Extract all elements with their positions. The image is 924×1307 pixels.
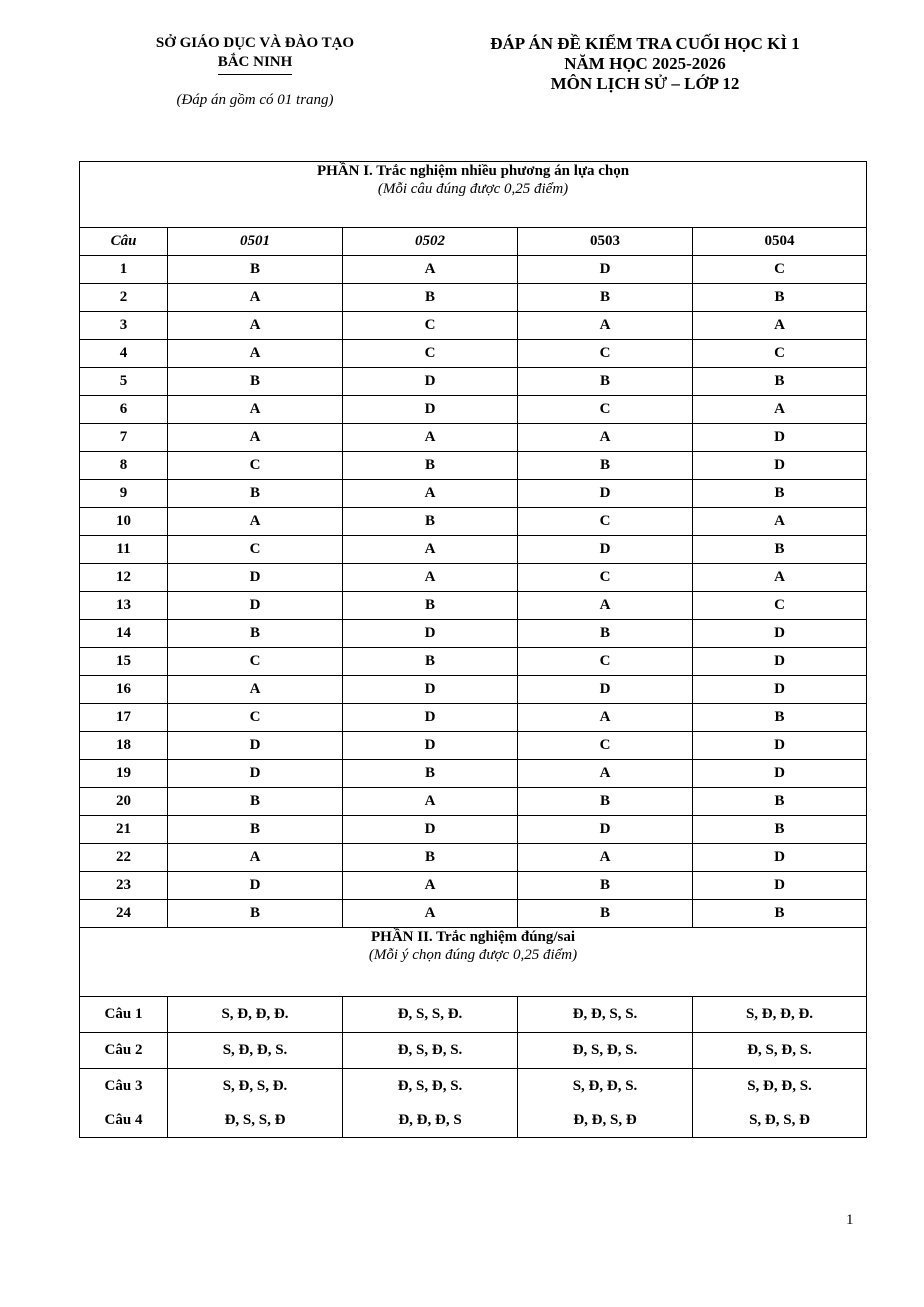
answer-cell: D bbox=[693, 844, 867, 872]
table-row bbox=[80, 732, 867, 760]
answer-cell: C bbox=[518, 340, 693, 368]
table-row bbox=[80, 256, 867, 284]
table-row bbox=[80, 508, 867, 536]
answer-cell: B bbox=[693, 368, 867, 396]
answer-cell: C bbox=[168, 536, 343, 564]
answer-cell: B bbox=[343, 844, 518, 872]
question-number: 7 bbox=[80, 424, 168, 452]
answer-cell: D bbox=[693, 424, 867, 452]
answer-cell: S, Đ, Đ, S. bbox=[518, 1069, 693, 1105]
answer-cell: D bbox=[343, 620, 518, 648]
table-row bbox=[80, 312, 867, 340]
answer-cell: B bbox=[343, 452, 518, 480]
answer-cell: B bbox=[693, 900, 867, 928]
answer-cell: B bbox=[693, 788, 867, 816]
answer-cell: A bbox=[693, 508, 867, 536]
answer-cell: B bbox=[168, 620, 343, 648]
question-number: 9 bbox=[80, 480, 168, 508]
answer-cell: A bbox=[518, 844, 693, 872]
question-number: 24 bbox=[80, 900, 168, 928]
question-number: 3 bbox=[80, 312, 168, 340]
answer-cell: D bbox=[693, 452, 867, 480]
answer-cell: A bbox=[168, 340, 343, 368]
table-row bbox=[80, 592, 867, 620]
answer-cell: D bbox=[168, 564, 343, 592]
answer-cell: Đ, S, S, Đ. bbox=[343, 997, 518, 1033]
column-header: 0502 bbox=[343, 228, 518, 256]
table-row bbox=[80, 620, 867, 648]
answer-cell: C bbox=[518, 564, 693, 592]
question-number: 18 bbox=[80, 732, 168, 760]
answer-cell: Đ, Đ, Đ, S bbox=[343, 1104, 518, 1138]
answer-cell: A bbox=[168, 424, 343, 452]
answer-cell: D bbox=[168, 872, 343, 900]
table-row bbox=[80, 368, 867, 396]
question-number: 2 bbox=[80, 284, 168, 312]
table-row bbox=[80, 480, 867, 508]
answer-cell: Đ, Đ, S, S. bbox=[518, 997, 693, 1033]
table-row bbox=[80, 424, 867, 452]
answer-cell: A bbox=[693, 312, 867, 340]
question-number: 12 bbox=[80, 564, 168, 592]
question-number: Câu 3 bbox=[80, 1069, 168, 1105]
question-number: 19 bbox=[80, 760, 168, 788]
answer-cell: B bbox=[168, 816, 343, 844]
table-row bbox=[80, 1033, 867, 1069]
answer-cell: A bbox=[518, 424, 693, 452]
answer-cell: C bbox=[168, 452, 343, 480]
table-row bbox=[80, 1069, 867, 1105]
answer-cell: Đ, Đ, S, Đ bbox=[518, 1104, 693, 1138]
answer-cell: D bbox=[518, 536, 693, 564]
answer-cell: D bbox=[693, 648, 867, 676]
answer-cell: C bbox=[343, 340, 518, 368]
question-number: 21 bbox=[80, 816, 168, 844]
table-row bbox=[80, 284, 867, 312]
document-title: ĐÁP ÁN ĐỀ KIỂM TRA CUỐI HỌC KÌ 1 bbox=[490, 34, 800, 53]
answer-cell: C bbox=[518, 648, 693, 676]
answer-cell: A bbox=[168, 676, 343, 704]
answer-cell: C bbox=[693, 340, 867, 368]
answer-cell: C bbox=[693, 592, 867, 620]
table-row bbox=[80, 340, 867, 368]
answer-cell: B bbox=[518, 872, 693, 900]
answer-cell: B bbox=[518, 452, 693, 480]
answer-cell: B bbox=[343, 284, 518, 312]
part2-header-row bbox=[80, 928, 867, 997]
answer-cell: Đ, S, Đ, S. bbox=[343, 1069, 518, 1105]
answer-cell: D bbox=[343, 396, 518, 424]
answer-cell: C bbox=[518, 396, 693, 424]
table-row bbox=[80, 396, 867, 424]
column-header: 0504 bbox=[693, 228, 867, 256]
answer-cell: S, Đ, Đ, Đ. bbox=[168, 997, 343, 1033]
question-number: 17 bbox=[80, 704, 168, 732]
answer-cell: D bbox=[343, 704, 518, 732]
question-number: 5 bbox=[80, 368, 168, 396]
answer-cell: A bbox=[343, 480, 518, 508]
question-number: 11 bbox=[80, 536, 168, 564]
answer-cell: S, Đ, Đ, Đ. bbox=[693, 997, 867, 1033]
answer-cell: D bbox=[518, 480, 693, 508]
table-row bbox=[80, 816, 867, 844]
header-left bbox=[120, 34, 390, 110]
answer-cell: A bbox=[168, 312, 343, 340]
part2-subtitle: (Mỗi ý chọn đúng được 0,25 điểm) bbox=[368, 947, 578, 963]
answer-cell: A bbox=[693, 396, 867, 424]
question-number: 13 bbox=[80, 592, 168, 620]
table-row bbox=[80, 997, 867, 1033]
column-header: 0501 bbox=[168, 228, 343, 256]
answer-cell: C bbox=[168, 648, 343, 676]
answer-cell: Đ, S, Đ, S. bbox=[343, 1033, 518, 1069]
province-name: BẮC NINH bbox=[218, 53, 293, 75]
answer-cell: A bbox=[518, 312, 693, 340]
answer-cell: A bbox=[693, 564, 867, 592]
table-row bbox=[80, 704, 867, 732]
school-year: NĂM HỌC 2025-2026 bbox=[564, 54, 726, 73]
answer-cell: B bbox=[168, 256, 343, 284]
question-number: 16 bbox=[80, 676, 168, 704]
question-number: 15 bbox=[80, 648, 168, 676]
answer-cell: D bbox=[518, 256, 693, 284]
answer-cell: A bbox=[343, 564, 518, 592]
answer-cell: A bbox=[518, 592, 693, 620]
answer-cell: D bbox=[343, 368, 518, 396]
answer-cell: D bbox=[343, 816, 518, 844]
answer-cell: A bbox=[168, 284, 343, 312]
table-row bbox=[80, 648, 867, 676]
answer-cell: S, Đ, S, Đ. bbox=[168, 1069, 343, 1105]
answer-cell: B bbox=[343, 760, 518, 788]
answer-cell: B bbox=[343, 648, 518, 676]
answer-cell: B bbox=[168, 368, 343, 396]
part2-title: PHẦN II. Trắc nghiệm đúng/sai bbox=[370, 929, 576, 945]
answer-cell: B bbox=[343, 508, 518, 536]
question-number: 22 bbox=[80, 844, 168, 872]
answer-cell: A bbox=[168, 396, 343, 424]
answer-cell: A bbox=[343, 900, 518, 928]
answer-cell: A bbox=[168, 844, 343, 872]
answer-cell: D bbox=[693, 732, 867, 760]
answer-cell: C bbox=[518, 508, 693, 536]
answer-cell: D bbox=[693, 620, 867, 648]
question-number: 10 bbox=[80, 508, 168, 536]
part1-subtitle: (Mỗi câu đúng được 0,25 điểm) bbox=[377, 181, 569, 197]
answer-cell: B bbox=[518, 368, 693, 396]
question-number: 20 bbox=[80, 788, 168, 816]
question-number: 1 bbox=[80, 256, 168, 284]
column-header: 0503 bbox=[518, 228, 693, 256]
answer-cell: C bbox=[343, 312, 518, 340]
answer-cell: A bbox=[343, 536, 518, 564]
table-row bbox=[80, 872, 867, 900]
answer-cell: D bbox=[343, 732, 518, 760]
table-row bbox=[80, 676, 867, 704]
answer-cell: B bbox=[343, 592, 518, 620]
page-number: 1 bbox=[846, 1212, 854, 1228]
answer-cell: B bbox=[693, 536, 867, 564]
answer-cell: B bbox=[518, 788, 693, 816]
answer-cell: B bbox=[168, 900, 343, 928]
subject-grade: MÔN LỊCH SỬ – LỚP 12 bbox=[550, 74, 740, 93]
department-name: SỞ GIÁO DỤC VÀ ĐÀO TẠO bbox=[155, 35, 355, 51]
answer-cell: A bbox=[518, 760, 693, 788]
answer-cell: B bbox=[693, 480, 867, 508]
answer-cell: A bbox=[343, 872, 518, 900]
answer-cell: D bbox=[693, 760, 867, 788]
part1-header-row bbox=[80, 162, 867, 228]
answer-cell: B bbox=[518, 620, 693, 648]
question-number: Câu 4 bbox=[80, 1104, 168, 1138]
answer-cell: D bbox=[518, 676, 693, 704]
answer-cell: B bbox=[168, 480, 343, 508]
answer-cell: Đ, S, Đ, S. bbox=[693, 1033, 867, 1069]
table-row bbox=[80, 844, 867, 872]
answer-cell: B bbox=[693, 284, 867, 312]
table-row bbox=[80, 564, 867, 592]
table-row bbox=[80, 788, 867, 816]
answer-cell: Đ, S, S, Đ bbox=[168, 1104, 343, 1138]
answer-cell: D bbox=[693, 872, 867, 900]
table-row bbox=[80, 760, 867, 788]
question-number: 4 bbox=[80, 340, 168, 368]
answer-cell: D bbox=[343, 676, 518, 704]
answer-cell: D bbox=[518, 816, 693, 844]
answer-cell: C bbox=[693, 256, 867, 284]
table-row bbox=[80, 536, 867, 564]
answer-cell: S, Đ, S, Đ bbox=[693, 1104, 867, 1138]
answer-cell: C bbox=[518, 732, 693, 760]
part1-title: PHẦN I. Trắc nghiệm nhiều phương án lựa chọn bbox=[316, 163, 630, 179]
answer-cell: Đ, S, Đ, S. bbox=[518, 1033, 693, 1069]
answer-cell: A bbox=[343, 256, 518, 284]
table-row bbox=[80, 900, 867, 928]
answer-cell: D bbox=[168, 760, 343, 788]
answer-cell: B bbox=[168, 788, 343, 816]
answer-cell: A bbox=[343, 424, 518, 452]
answer-cell: S, Đ, Đ, S. bbox=[168, 1033, 343, 1069]
answer-table bbox=[79, 161, 867, 1138]
answer-cell: D bbox=[693, 676, 867, 704]
answer-cell: A bbox=[343, 788, 518, 816]
answer-cell: B bbox=[693, 704, 867, 732]
column-header: Câu bbox=[80, 228, 168, 256]
answer-cell: D bbox=[168, 592, 343, 620]
answer-cell: S, Đ, Đ, S. bbox=[693, 1069, 867, 1105]
answer-cell: A bbox=[168, 508, 343, 536]
answer-cell: B bbox=[693, 816, 867, 844]
answer-cell: B bbox=[518, 900, 693, 928]
answer-cell: A bbox=[518, 704, 693, 732]
question-number: 14 bbox=[80, 620, 168, 648]
question-number: 6 bbox=[80, 396, 168, 424]
table-row bbox=[80, 452, 867, 480]
answer-cell: C bbox=[168, 704, 343, 732]
table-row bbox=[80, 1104, 867, 1138]
question-number: Câu 1 bbox=[80, 997, 168, 1033]
header-right bbox=[440, 34, 850, 94]
question-number: 8 bbox=[80, 452, 168, 480]
page-count-note: (Đáp án gồm có 01 trang) bbox=[176, 92, 334, 108]
answer-cell: D bbox=[168, 732, 343, 760]
question-number: 23 bbox=[80, 872, 168, 900]
question-number: Câu 2 bbox=[80, 1033, 168, 1069]
column-header-row bbox=[80, 228, 867, 256]
answer-cell: B bbox=[518, 284, 693, 312]
